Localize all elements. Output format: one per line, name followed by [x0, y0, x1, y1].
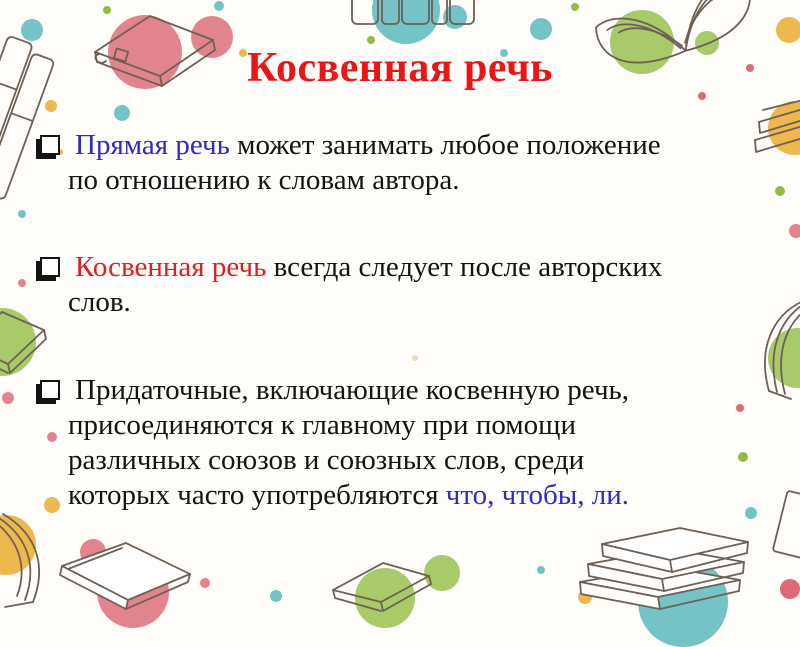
- bullet-subordinate-clauses: [40, 373, 740, 513]
- text-segment: слов.: [68, 286, 131, 318]
- bullet-indirect-speech: [40, 250, 740, 320]
- bullet-line: [40, 285, 740, 320]
- text-segment: может занимать любое положение: [229, 129, 661, 161]
- text-segment: всегда следует после авторских: [266, 251, 663, 283]
- bullet-line: [40, 443, 740, 478]
- text-segment: присоединяются к главному при помощи: [68, 409, 576, 441]
- bullet-line: [40, 250, 740, 285]
- text-segment: Прямая речь: [75, 129, 230, 161]
- bullet-line: [40, 373, 740, 408]
- text-segment: по отношению к словам автора.: [68, 164, 460, 196]
- checkbox-bullet-icon: [40, 380, 60, 400]
- text-segment: различных союзов и союзных слов, среди: [68, 444, 585, 476]
- bullet-line: [40, 478, 740, 513]
- checkbox-bullet-icon: [40, 135, 60, 155]
- text-segment: что, чтобы, ли.: [445, 479, 630, 511]
- bullet-direct-speech: [40, 128, 740, 198]
- text-segment: Косвенная речь: [75, 251, 267, 283]
- slide-title: Косвенная речь: [247, 45, 553, 91]
- text-segment: которых часто употребляются: [68, 479, 446, 511]
- text-segment: Придаточные, включающие косвенную речь,: [75, 374, 630, 406]
- checkbox-bullet-icon: [40, 257, 60, 277]
- bullet-line: [40, 408, 740, 443]
- bullet-line: [40, 163, 740, 198]
- bullet-line: [40, 128, 740, 163]
